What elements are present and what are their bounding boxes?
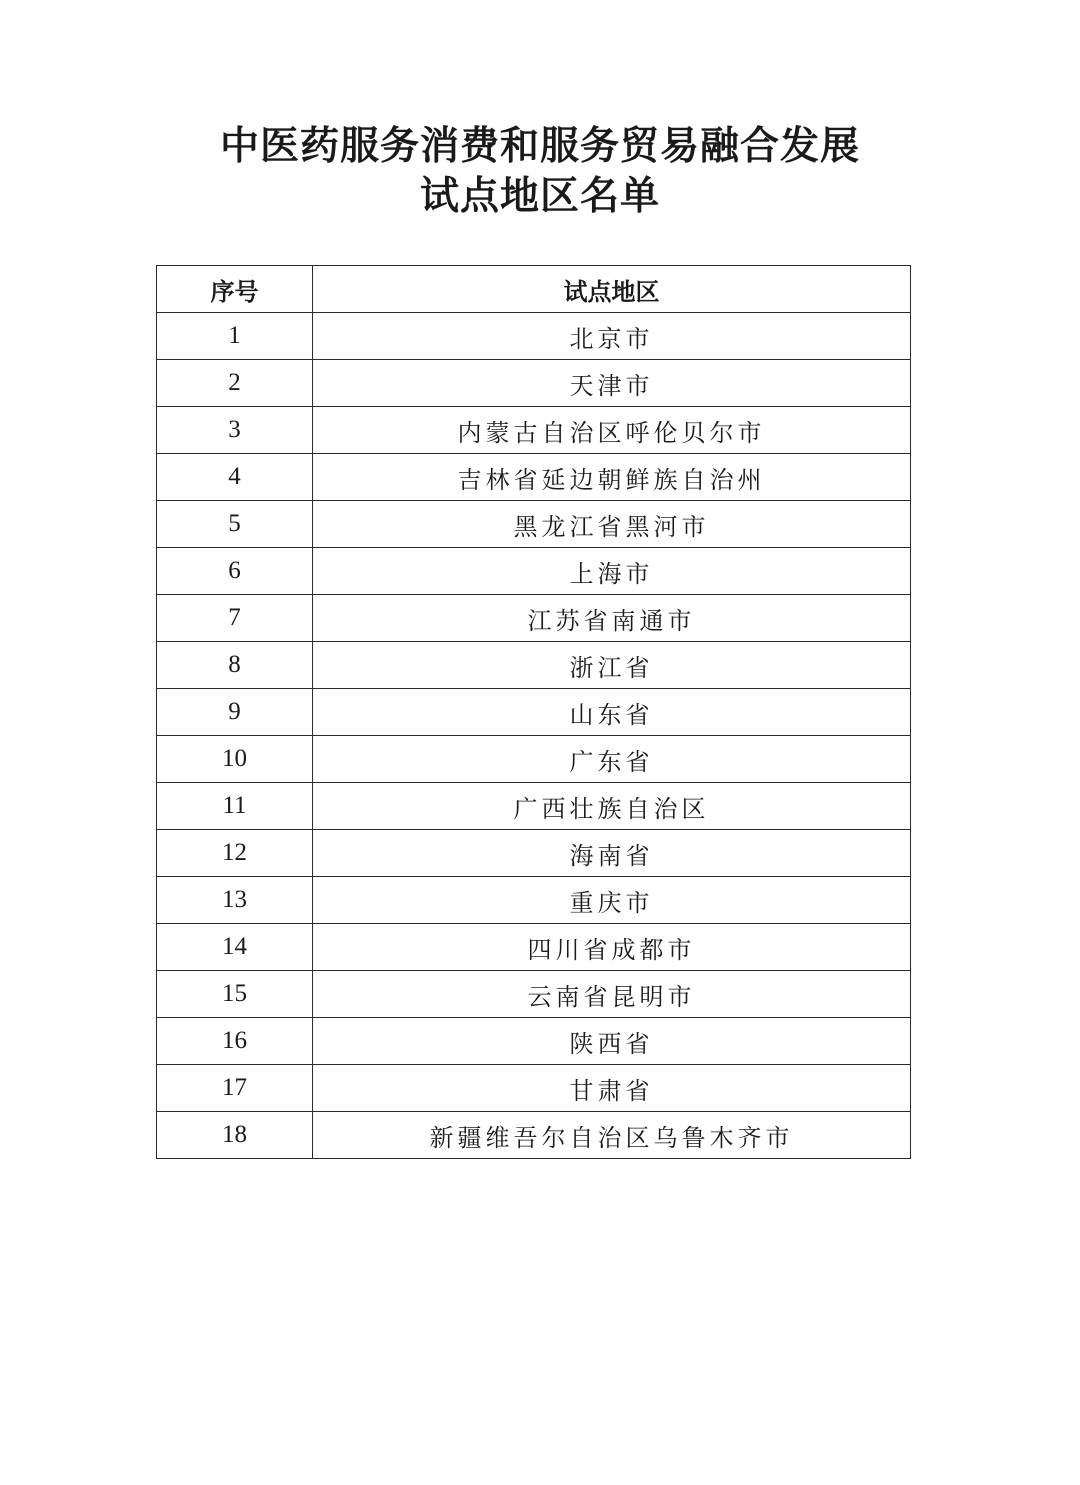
table-row	[157, 454, 911, 501]
region-cell: 内蒙古自治区呼伦贝尔市	[313, 407, 911, 454]
document-title-line-1: 中医药服务消费和服务贸易融合发展	[219, 124, 860, 169]
region-cell: 上海市	[313, 548, 911, 595]
region-cell: 广东省	[313, 736, 911, 783]
region-cell: 山东省	[313, 689, 911, 736]
serial-number-cell: 10	[157, 736, 313, 783]
table-row	[157, 971, 911, 1018]
region-cell: 天津市	[313, 360, 911, 407]
serial-number-cell: 15	[157, 971, 313, 1018]
region-cell: 北京市	[313, 313, 911, 360]
serial-number-cell: 11	[157, 783, 313, 830]
table-row	[157, 924, 911, 971]
region-cell: 四川省成都市	[313, 924, 911, 971]
region-cell: 江苏省南通市	[313, 595, 911, 642]
table-row	[157, 783, 911, 830]
document-title	[0, 122, 1080, 222]
serial-number-cell: 14	[157, 924, 313, 971]
table-header-row	[157, 266, 911, 313]
serial-number-cell: 9	[157, 689, 313, 736]
serial-number-cell: 3	[157, 407, 313, 454]
region-cell: 重庆市	[313, 877, 911, 924]
table-row	[157, 595, 911, 642]
serial-number-cell: 6	[157, 548, 313, 595]
serial-number-cell: 5	[157, 501, 313, 548]
region-cell: 吉林省延边朝鲜族自治州	[313, 454, 911, 501]
table-row	[157, 877, 911, 924]
serial-number-cell: 7	[157, 595, 313, 642]
serial-number-cell: 17	[157, 1065, 313, 1112]
table-row	[157, 360, 911, 407]
table-row	[157, 689, 911, 736]
pilot-region-table	[156, 265, 911, 1159]
table-row	[157, 1018, 911, 1065]
document-title-line-2: 试点地区名单	[419, 174, 660, 219]
table-row	[157, 407, 911, 454]
region-cell: 广西壮族自治区	[313, 783, 911, 830]
serial-number-cell: 13	[157, 877, 313, 924]
serial-number-cell: 12	[157, 830, 313, 877]
region-cell: 海南省	[313, 830, 911, 877]
table-row	[157, 501, 911, 548]
table-row	[157, 1065, 911, 1112]
region-cell: 新疆维吾尔自治区乌鲁木齐市	[313, 1112, 911, 1159]
table-row	[157, 642, 911, 689]
header-pilot-region: 试点地区	[313, 266, 911, 313]
serial-number-cell: 16	[157, 1018, 313, 1065]
table-body	[157, 313, 911, 1159]
table-row	[157, 736, 911, 783]
serial-number-cell: 4	[157, 454, 313, 501]
table-row	[157, 548, 911, 595]
table-row	[157, 830, 911, 877]
table-row	[157, 313, 911, 360]
header-serial-number: 序号	[157, 266, 313, 313]
serial-number-cell: 1	[157, 313, 313, 360]
serial-number-cell: 2	[157, 360, 313, 407]
serial-number-cell: 18	[157, 1112, 313, 1159]
table-row	[157, 1112, 911, 1159]
region-cell: 黑龙江省黑河市	[313, 501, 911, 548]
region-cell: 甘肃省	[313, 1065, 911, 1112]
serial-number-cell: 8	[157, 642, 313, 689]
region-cell: 云南省昆明市	[313, 971, 911, 1018]
region-cell: 浙江省	[313, 642, 911, 689]
region-cell: 陕西省	[313, 1018, 911, 1065]
